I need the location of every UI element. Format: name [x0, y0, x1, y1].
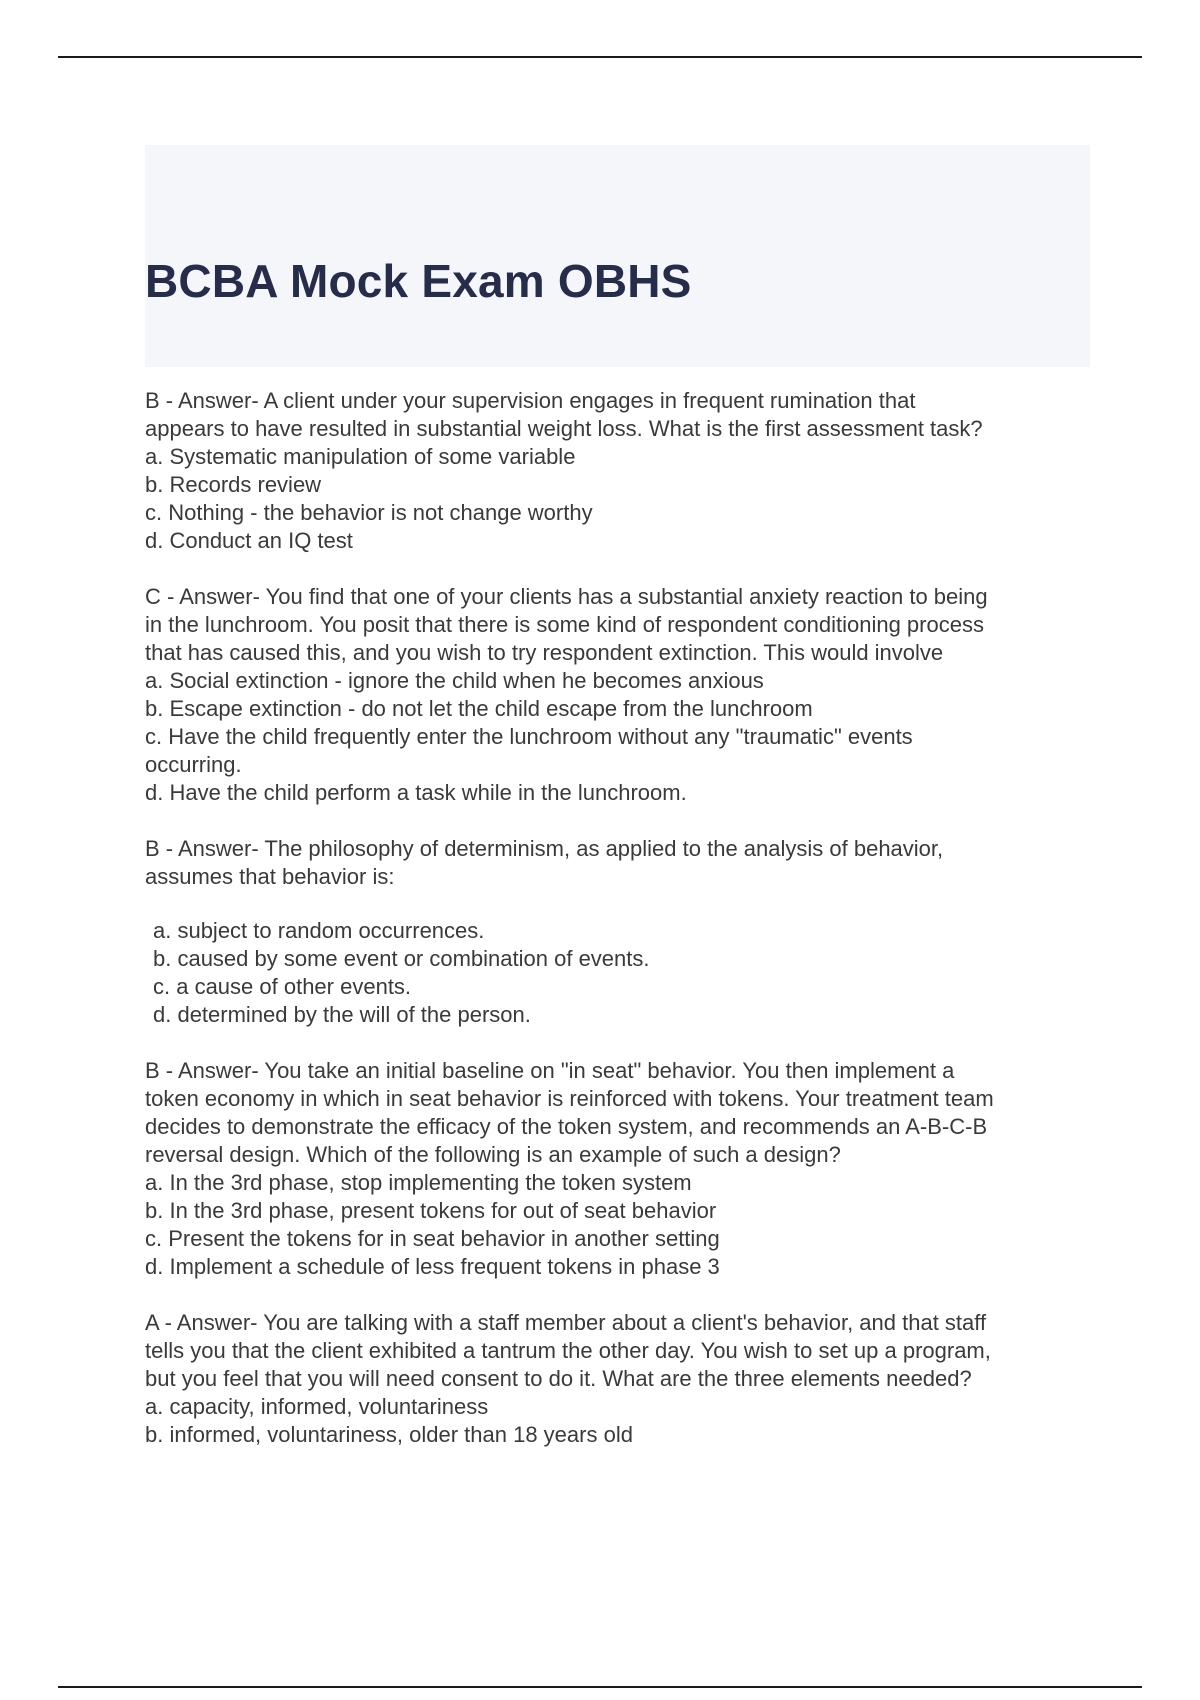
answer-option: a. Systematic manipulation of some variable [145, 444, 576, 469]
top-rule [58, 56, 1142, 58]
answer-option: b. informed, voluntariness, older than 18 years old [145, 1422, 633, 1447]
spacer [145, 891, 1090, 917]
question-4 [145, 1057, 1090, 1281]
title-band [145, 145, 1090, 367]
answer-option: b. caused by some event or combination of events. [153, 946, 650, 971]
answer-option: a. subject to random occurrences. [153, 918, 485, 943]
question-text-line: A - Answer- You are talking with a staff member about a client's behavior, and that staff [145, 1310, 987, 1335]
answer-option: a. In the 3rd phase, stop implementing the token system [145, 1170, 692, 1195]
question-text-line: token economy in which in seat behavior is reinforced with tokens. Your treatment team [145, 1086, 994, 1111]
question-text-line: that has caused this, and you wish to try respondent extinction. This would involve [145, 640, 944, 665]
question-text-line: decides to demonstrate the efficacy of the token system, and recommends an A-B-C-B [145, 1114, 988, 1139]
question-text-line: in the lunchroom. You posit that there is some kind of respondent conditioning process [145, 612, 984, 637]
question-2 [145, 583, 1090, 807]
answer-option: b. Escape extinction - do not let the child escape from the lunchroom [145, 696, 813, 721]
answer-option: d. determined by the will of the person. [153, 1002, 531, 1027]
question-text-line: but you feel that you will need consent to do it. What are the three elements needed? [145, 1366, 972, 1391]
answer-option: b. In the 3rd phase, present tokens for out of seat behavior [145, 1198, 717, 1223]
answer-option: a. Social extinction - ignore the child when he becomes anxious [145, 668, 764, 693]
answer-option: c. a cause of other events. [153, 974, 412, 999]
document-title: BCBA Mock Exam OBHS [145, 255, 692, 307]
answer-option: d. Have the child perform a task while in the lunchroom. [145, 780, 687, 805]
answer-option: d. Conduct an IQ test [145, 528, 353, 553]
question-text-line: appears to have resulted in substantial weight loss. What is the first assessment task? [145, 416, 983, 441]
question-list [145, 387, 1090, 1449]
question-text-line: C - Answer- You find that one of your clients has a substantial anxiety reaction to being [145, 584, 988, 609]
answer-option: b. Records review [145, 472, 322, 497]
answer-option: c. Present the tokens for in seat behavior in another setting [145, 1226, 720, 1251]
question-text-line: B - Answer- A client under your supervision engages in frequent rumination that [145, 388, 916, 413]
question-text-line: B - Answer- You take an initial baseline on "in seat" behavior. You then implement a [145, 1058, 955, 1083]
question-1 [145, 387, 1090, 555]
document-content [145, 145, 1090, 1477]
question-3 [145, 835, 1090, 1029]
question-text-line: tells you that the client exhibited a tantrum the other day. You wish to set up a program, [145, 1338, 991, 1363]
question-text-line: B - Answer- The philosophy of determinism, as applied to the analysis of behavior, [145, 836, 944, 861]
question-text-line: reversal design. Which of the following is an example of such a design? [145, 1142, 841, 1167]
answer-option: c. Have the child frequently enter the lunchroom without any "traumatic" events [145, 724, 913, 749]
answer-option-continuation: occurring. [145, 752, 242, 777]
question-text-line: assumes that behavior is: [145, 864, 395, 889]
question-5 [145, 1309, 1090, 1449]
answer-option: d. Implement a schedule of less frequent tokens in phase 3 [145, 1254, 720, 1279]
answer-option: c. Nothing - the behavior is not change worthy [145, 500, 593, 525]
bottom-rule [58, 1686, 1142, 1688]
answer-option: a. capacity, informed, voluntariness [145, 1394, 489, 1419]
